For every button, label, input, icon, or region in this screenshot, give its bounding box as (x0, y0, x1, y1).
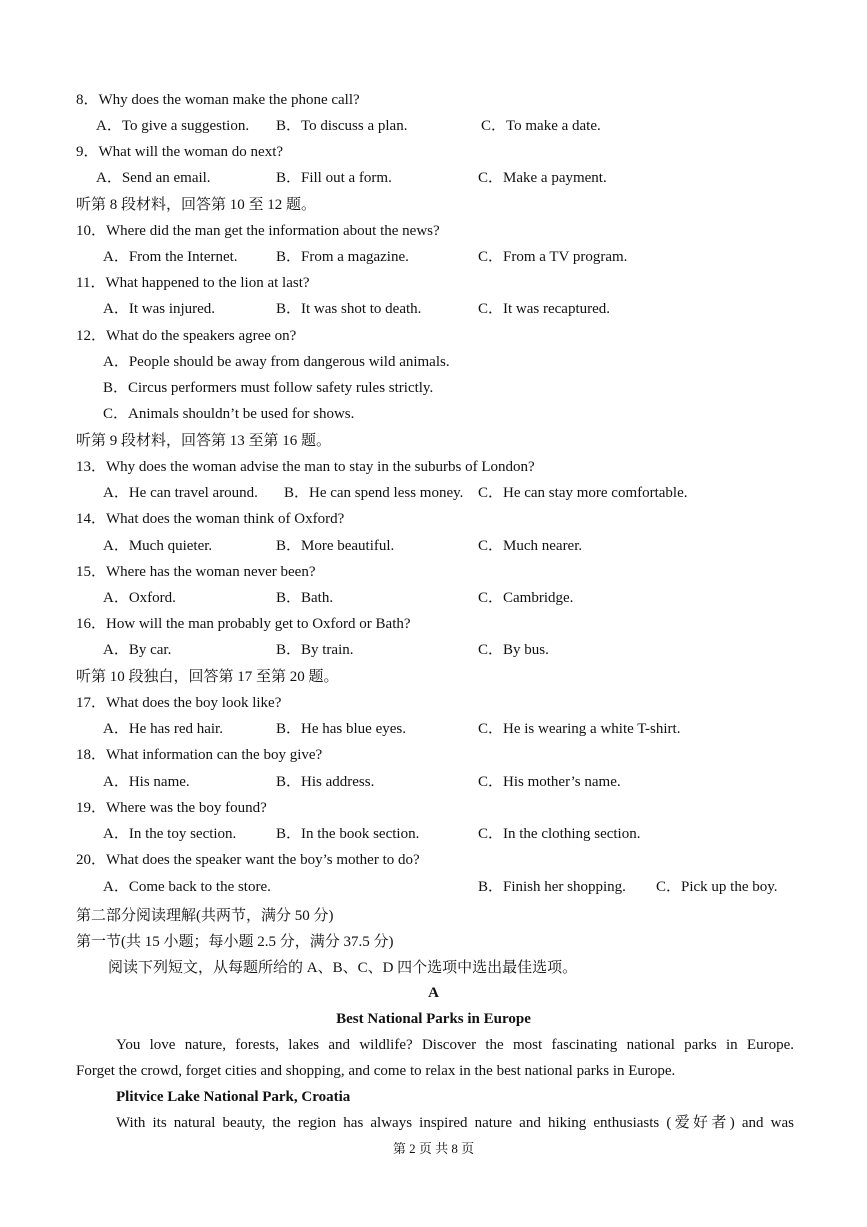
question-19-option-b: B．In the book section. (276, 826, 420, 842)
question-10-option-b: B．From a magazine. (276, 249, 409, 265)
question-20-option-b: B．Finish her shopping. (478, 879, 626, 895)
question-9-option-a: A．Send an email. (96, 170, 211, 186)
question-9-option-c: C．Make a payment. (478, 170, 607, 186)
question-11-stem: 11．What happened to the lion at last? (76, 275, 310, 291)
question-15-stem: 15．Where has the woman never been? (76, 564, 316, 580)
question-17-stem: 17．What does the boy look like? (76, 695, 282, 711)
question-20-stem: 20．What does the speaker want the boy’s mother to do? (76, 852, 420, 868)
question-11-option-c: C．It was recaptured. (478, 301, 611, 317)
question-8-option-b: B．To discuss a plan. (276, 118, 408, 134)
question-12-option-a: A．People should be away from dangerous wild animals. (103, 354, 450, 370)
question-18-option-a: A．His name. (103, 774, 190, 790)
question-10-option-c: C．From a TV program. (478, 249, 628, 265)
question-14-option-a: A．Much quieter. (103, 538, 213, 554)
question-19-option-a: A．In the toy section. (103, 826, 237, 842)
section-8-header: 听第 8 段材料，回答第 10 至 12 题。 (76, 197, 317, 213)
page-footer: 第 2 页 共 8 页 (392, 1141, 475, 1156)
question-13-option-b: B．He can spend less money. (284, 485, 464, 501)
question-9-stem: 9．What will the woman do next? (76, 144, 284, 160)
question-18-option-c: C．His mother’s name. (478, 774, 621, 790)
question-10-stem: 10．Where did the man get the information about the news? (76, 223, 440, 239)
question-13-stem: 13．Why does the woman advise the man to stay in the suburbs of London? (76, 459, 535, 475)
section-9-header: 听第 9 段材料，回答第 13 至第 16 题。 (76, 433, 332, 449)
passage-paragraph-1-line-2: Forget the crowd, forget cities and shopping, and come to relax in the best national parks in Europe. (76, 1063, 676, 1079)
question-19-stem: 19．Where was the boy found? (76, 800, 267, 816)
question-16-option-c: C．By bus. (478, 642, 549, 658)
question-16-option-b: B．By train. (276, 642, 354, 658)
question-12-option-c: C．Animals shouldn’t be used for shows. (103, 406, 355, 422)
reading-instruction: 阅读下列短文，从每题所给的 A、B、C、D 四个选项中选出最佳选项。 (108, 960, 578, 976)
question-11-option-b: B．It was shot to death. (276, 301, 422, 317)
question-14-stem: 14．What does the woman think of Oxford? (76, 511, 345, 527)
section-10-header: 听第 10 段独白，回答第 17 至第 20 题。 (76, 669, 339, 685)
question-15-option-a: A．Oxford. (103, 590, 176, 606)
question-18-stem: 18．What information can the boy give? (76, 747, 323, 763)
passage-paragraph-1-line-1: You love nature, forests, lakes and wildlife? Discover the most fascinating national parks in Europe. (116, 1037, 794, 1053)
question-20-option-c: C．Pick up the boy. (656, 879, 778, 895)
question-13-option-c: C．He can stay more comfortable. (478, 485, 688, 501)
passage-label: A (428, 985, 439, 1001)
question-12-stem: 12．What do the speakers agree on? (76, 328, 297, 344)
question-8-stem: 8．Why does the woman make the phone call? (76, 92, 360, 108)
question-20-option-a: A．Come back to the store. (103, 879, 271, 895)
passage-subheading: Plitvice Lake National Park, Croatia (116, 1089, 351, 1105)
question-8-option-c: C．To make a date. (481, 118, 601, 134)
question-19-option-c: C．In the clothing section. (478, 826, 641, 842)
passage-title: Best National Parks in Europe (336, 1011, 531, 1027)
section-1-title: 第一节(共 15 小题；每小题 2.5 分，满分 37.5 分) (76, 934, 394, 950)
question-17-option-a: A．He has red hair. (103, 721, 223, 737)
question-18-option-b: B．His address. (276, 774, 375, 790)
question-11-option-a: A．It was injured. (103, 301, 216, 317)
question-8-option-a: A．To give a suggestion. (96, 118, 250, 134)
question-13-option-a: A．He can travel around. (103, 485, 258, 501)
question-14-option-c: C．Much nearer. (478, 538, 583, 554)
question-17-option-c: C．He is wearing a white T-shirt. (478, 721, 681, 737)
question-15-option-b: B．Bath. (276, 590, 334, 606)
question-14-option-b: B．More beautiful. (276, 538, 395, 554)
question-17-option-b: B．He has blue eyes. (276, 721, 406, 737)
question-15-option-c: C．Cambridge. (478, 590, 574, 606)
question-12-option-b: B．Circus performers must follow safety rules strictly. (103, 380, 434, 396)
question-16-option-a: A．By car. (103, 642, 172, 658)
question-16-stem: 16．How will the man probably get to Oxford or Bath? (76, 616, 411, 632)
question-10-option-a: A．From the Internet. (103, 249, 238, 265)
question-9-option-b: B．Fill out a form. (276, 170, 392, 186)
part-2-title: 第二部分阅读理解(共两节，满分 50 分) (76, 908, 334, 924)
passage-paragraph-2-line-1: With its natural beauty, the region has always inspired nature and hiking enthusiasts (爱好者) and was (116, 1115, 794, 1131)
